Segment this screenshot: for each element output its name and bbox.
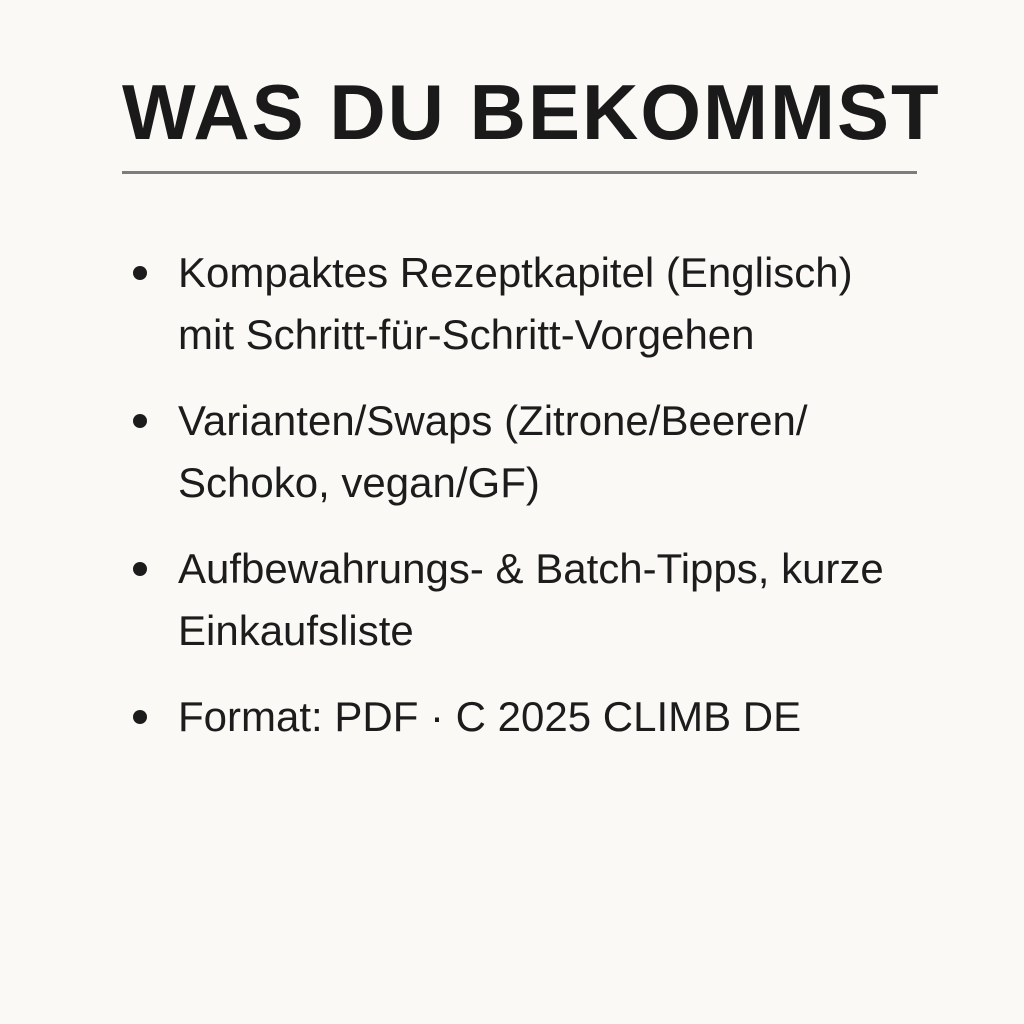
- feature-list: [130, 242, 900, 772]
- bullet-icon: [133, 710, 147, 724]
- list-item-text: Aufbewahrungs- & Batch-Tipps, kurze Einkaufsliste: [178, 545, 884, 654]
- list-item: [130, 242, 900, 366]
- list-item-text: Format: PDF · C 2025 CLIMB DE: [178, 693, 802, 740]
- list-item-text: Kompaktes Rezeptkapitel (Englisch) mit Schritt-für-Schritt-Vorgehen: [178, 249, 853, 358]
- list-item: [130, 686, 900, 748]
- bullet-icon: [133, 266, 147, 280]
- bullet-icon: [133, 414, 147, 428]
- list-item-text: Varianten/Swaps (Zitrone/Beeren/ Schoko, vegan/GF): [178, 397, 808, 506]
- list-item: [130, 538, 900, 662]
- list-item: [130, 390, 900, 514]
- bullet-icon: [133, 562, 147, 576]
- title-divider: [122, 171, 917, 174]
- page-title: WAS DU BEKOMMST: [122, 68, 941, 156]
